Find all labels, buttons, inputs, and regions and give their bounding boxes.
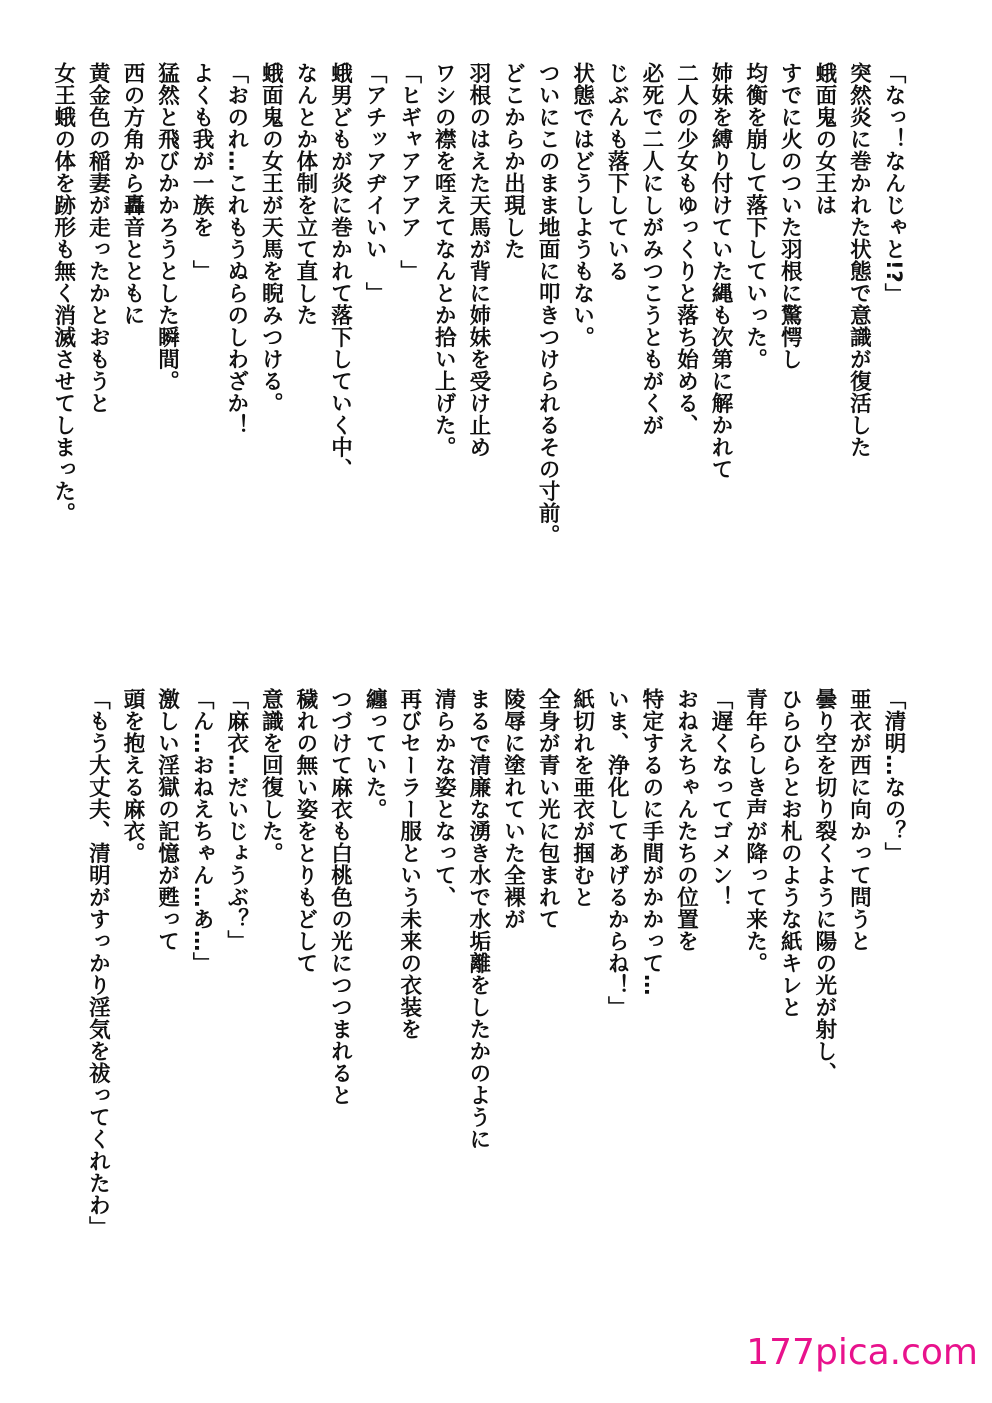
text-line: 亜衣が西に向かって問うと — [846, 688, 872, 952]
text-line: 必死で二人にしがみつこうともがくが — [638, 62, 664, 436]
text-line: 猛然と飛びかかろうとした瞬間。 — [154, 62, 180, 392]
text-line: 西の方角から轟音とともに — [119, 62, 145, 326]
text-line: じぶんも落下している — [604, 62, 630, 282]
text-line: 纏っていた。 — [362, 688, 388, 820]
text-line: 突然炎に巻かれた状態で意識が復活した — [846, 62, 872, 458]
story-text-lower — [80, 688, 910, 1328]
text-line: なんとか体制を立て直した — [292, 62, 318, 326]
text-line: 「ん…おねえちゃん…あ…」 — [189, 688, 215, 974]
text-line: 「麻衣…だいじょうぶ？」 — [223, 688, 249, 952]
text-line: すでに火のついた羽根に驚愕し — [777, 62, 803, 370]
text-line: 「もう大丈夫、清明がすっかり淫気を祓ってくれたわ」 — [85, 688, 111, 1238]
text-line: 穢れの無い姿をとりもどして — [292, 688, 318, 974]
text-line: 黄金色の稲妻が走ったかとおもうと — [85, 62, 111, 414]
text-line: 均衡を崩して落下していった。 — [742, 62, 768, 370]
text-line: 羽根のはえた天馬が背に姉妹を受け止め — [465, 62, 491, 458]
text-line: 蛾面鬼の女王が天馬を睨みつける。 — [258, 62, 284, 414]
text-line: 「おのれ…これもうぬらのしわざか！ — [223, 62, 249, 436]
text-line: 再びセーラー服という未来の衣装を — [396, 688, 422, 1040]
text-line: いま、浄化してあげるからね！」 — [604, 688, 630, 1018]
text-line: 頭を抱える麻衣。 — [119, 688, 145, 864]
text-line: 特定するのに手間がかかって… — [638, 688, 664, 996]
text-line: 姉妹を縛り付けていた縄も次第に解かれて — [708, 62, 734, 480]
text-line: 青年らしき声が降って来た。 — [742, 688, 768, 974]
text-line: まるで清廉な湧き水で水垢離をしたかのように — [465, 688, 491, 1150]
text-line: 女王蛾の体を跡形も無く消滅させてしまった。 — [50, 62, 76, 524]
text-line: 「なっ！なんじゃと!?」 — [881, 62, 906, 306]
text-line: 蛾男どもが炎に巻かれて落下していく中、 — [327, 62, 353, 480]
text-line: ワシの襟を咥えてなんとか拾い上げた。 — [431, 62, 457, 458]
text-line: 清らかな姿となって、 — [431, 688, 457, 908]
text-line: 二人の少女もゆっくりと落ち始める、 — [673, 62, 699, 436]
text-line: 「遅くなってゴメン！ — [708, 688, 734, 908]
text-line: 蛾面鬼の女王は — [811, 62, 837, 216]
text-line: 「ヒギャアアアア 」 — [396, 62, 422, 282]
text-line: よくも我が一族を 」 — [189, 62, 215, 282]
story-text-upper — [45, 62, 910, 622]
text-line: 紙切れを亜衣が掴むと — [569, 688, 595, 908]
text-line: どこからか出現した — [500, 62, 526, 260]
text-line: 「アチッアヂイいい 」 — [362, 62, 388, 304]
text-line: 意識を回復した。 — [258, 688, 284, 864]
text-line: 陵辱に塗れていた全裸が — [500, 688, 526, 930]
watermark-text: 177pica.com — [746, 1332, 978, 1373]
text-line: ついにこのまま地面に叩きつけられるその寸前。 — [535, 62, 561, 546]
text-line: 「清明…なの？」 — [881, 688, 906, 864]
text-line: つづけて麻衣も白桃色の光につつまれると — [327, 688, 353, 1106]
text-line: 状態ではどうしようもない。 — [569, 62, 595, 348]
text-line: ひらひらとお札のような紙キレと — [777, 688, 803, 1018]
text-line: 曇り空を切り裂くように陽の光が射し、 — [811, 688, 837, 1084]
text-line: 全身が青い光に包まれて — [535, 688, 561, 930]
text-line: 激しい淫獄の記憶が甦って — [154, 688, 180, 952]
text-line: おねえちゃんたちの位置を — [673, 688, 699, 952]
